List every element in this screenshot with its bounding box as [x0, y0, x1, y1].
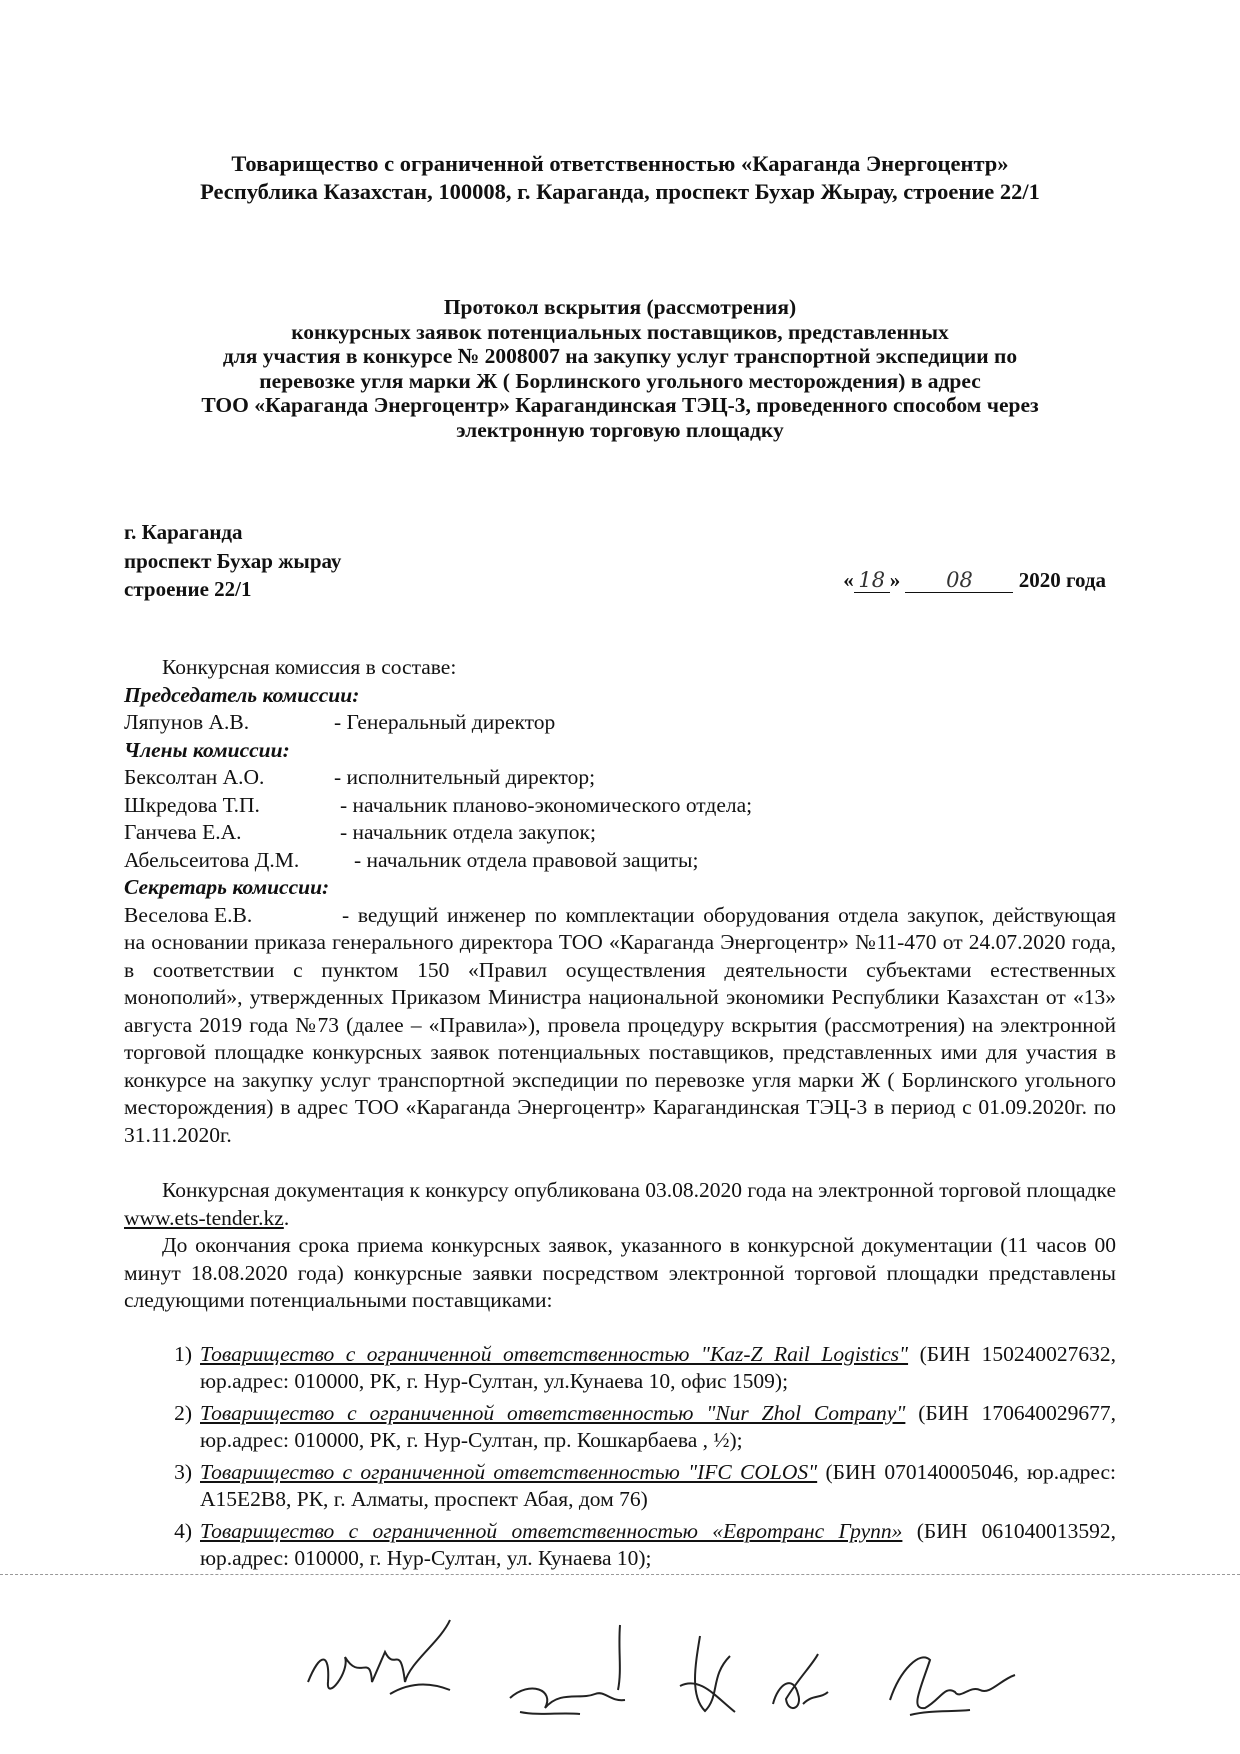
publication-paragraph: [124, 1177, 1116, 1232]
supplier-name: Товарищество с ограниченной ответственностью "IFC COLOS": [200, 1459, 818, 1484]
place-city: г. Караганда: [124, 520, 243, 544]
list-item: [124, 1341, 1116, 1396]
supplier-details: (БИН 170640029677, юр.адрес: 010000, РК, г. Нур-Султан, пр. Кошкарбаева , ½);: [200, 1400, 1117, 1452]
title-line-1: Протокол вскрытия (рассмотрения): [443, 295, 797, 319]
supplier-name: Товарищество с ограниченной ответственностью «Евротранс Групп»: [200, 1518, 903, 1543]
org-name: Товарищество с ограниченной ответственностью «Караганда Энергоцентр»: [231, 151, 1009, 176]
publication-text: Конкурсная документация к конкурсу опубликована 03.08.2020 года на электронной торговой площадке: [162, 1178, 1116, 1202]
date-day: 18: [854, 568, 890, 593]
member-role: - начальник планово-экономического отдела;: [340, 792, 753, 817]
place-block: [124, 518, 341, 604]
title-line-6: электронную торговую площадку: [456, 417, 784, 442]
supplier-name: Товарищество с ограниченной ответственностью "Kaz-Z Rail Logistics": [200, 1341, 909, 1366]
chair-heading: Председатель комиссии:: [124, 682, 360, 707]
member-role: - начальник отдела закупок;: [340, 820, 596, 844]
supplier-name: Товарищество с ограниченной ответственностью "Nur Zhol Company": [200, 1400, 906, 1425]
ets-tender-link[interactable]: www.ets-tender.kz: [124, 1205, 284, 1230]
signature-4: [758, 1634, 838, 1724]
title-line-2: конкурсных заявок потенциальных поставщиков, представленных: [291, 319, 949, 344]
list-number: 2): [174, 1400, 192, 1425]
supplier-details: (БИН 150240027632, юр.адрес: 010000, РК, г. Нур-Султан, ул.Кунаева 10, офис 1509);: [200, 1341, 1116, 1393]
title-line-5: ТОО «Караганда Энергоцентр» Карагандинская ТЭЦ-3, проведенного способом через: [201, 393, 1039, 417]
signature-3: [660, 1626, 750, 1726]
member-name: Шкредова Т.П.: [124, 792, 260, 817]
protocol-title: [100, 295, 1140, 442]
signatures-row: [300, 1612, 1060, 1732]
chair-role: - Генеральный директор: [334, 710, 556, 734]
member-row: [124, 847, 1116, 875]
chair-name: Ляпунов А.В.: [124, 710, 250, 734]
title-line-3: для участия в конкурсе № 2008007 на закупку услуг транспортной экспедиции по: [222, 344, 1018, 368]
member-role: - начальник отдела правовой защиты;: [354, 847, 699, 872]
list-item: [124, 1459, 1116, 1514]
supplier-details: (БИН 070140005046, юр.адрес: A15E2B8, РК, г. Алматы, проспект Абая, дом 76): [200, 1459, 1116, 1511]
place-street: проспект Бухар жырау: [124, 548, 342, 573]
signature-2: [500, 1620, 640, 1730]
secretary-name: Веселова Е.В.: [124, 902, 253, 927]
publication-text-end: .: [283, 1205, 290, 1230]
supplier-details: (БИН 061040013592, юр.адрес: 010000, г. Нур-Султан, ул. Кунаева 10);: [200, 1518, 1116, 1570]
member-name: Абельсеитова Д.М.: [124, 847, 300, 872]
date-month: 08: [905, 568, 1013, 593]
organization-header: [100, 150, 1140, 206]
title-line-4: перевозке угля марки Ж ( Борлинского угольного месторождения) в адрес: [259, 368, 981, 393]
secretary-paragraph: [124, 902, 1116, 1150]
member-row: [124, 819, 1116, 847]
list-number: 1): [174, 1341, 192, 1366]
members-heading: Члены комиссии:: [124, 737, 290, 762]
list-number: 3): [174, 1459, 192, 1484]
member-row: [124, 764, 1116, 792]
scan-dashed-line: [0, 1574, 1240, 1575]
member-row: [124, 792, 1116, 820]
commission-intro: Конкурсная комиссия в составе:: [162, 655, 457, 679]
suppliers-list: [124, 1341, 1116, 1573]
date-close-quote: »: [889, 568, 901, 592]
chair-row: [124, 709, 1116, 737]
secretary-text: - ведущий инженер по комплектации оборудования отдела закупок, действующая на основании приказа генерального директора ТОО «Караганда Энергоцентр» №11-470 от 24.07.2020 года, в соответствии с пунктом 150 «Правил осуществления деятельности субъектами естественных монополий», утвержденных Приказом Министра национальной экономики Республики Казахстан от «13» августа 2019 года №73 (далее – «Правила»), провела процедуру вскрытия (рассмотрения) на электронной торговой площадке конкурсных заявок потенциальных поставщиков, представленных ими для участия в конкурсе на закупку услуг транспортной экспедиции по перевозке угля марки Ж ( Борлинского угольного месторождения) в адрес ТОО «Караганда Энергоцентр» Карагандинская ТЭЦ-3 в период с 01.09.2020г. по 31.11.2020г.: [124, 902, 1116, 1147]
signature-1: [300, 1612, 470, 1722]
protocol-date: [843, 568, 1106, 593]
date-year: 2020 года: [1018, 568, 1106, 592]
list-item: [124, 1518, 1116, 1573]
signature-5: [880, 1630, 1030, 1725]
member-name: Бексолтан А.О.: [124, 765, 265, 789]
date-open-quote: «: [843, 568, 854, 592]
place-building: строение 22/1: [124, 577, 252, 601]
member-name: Ганчева Е.А.: [124, 820, 242, 844]
protocol-body: [124, 654, 1116, 1577]
deadline-paragraph: До окончания срока приема конкурсных заявок, указанного в конкурсной документации (11 часов 00 минут 18.08.2020 года) конкурсные заявки посредством электронной торговой площадки представлены следующими потенциальными поставщиками:: [124, 1233, 1116, 1312]
list-item: [124, 1400, 1116, 1455]
member-role: - исполнительный директор;: [334, 765, 596, 789]
list-number: 4): [174, 1518, 192, 1543]
secretary-heading: Секретарь комиссии:: [124, 875, 330, 899]
org-address: Республика Казахстан, 100008, г. Караганда, проспект Бухар Жырау, строение 22/1: [200, 179, 1040, 204]
